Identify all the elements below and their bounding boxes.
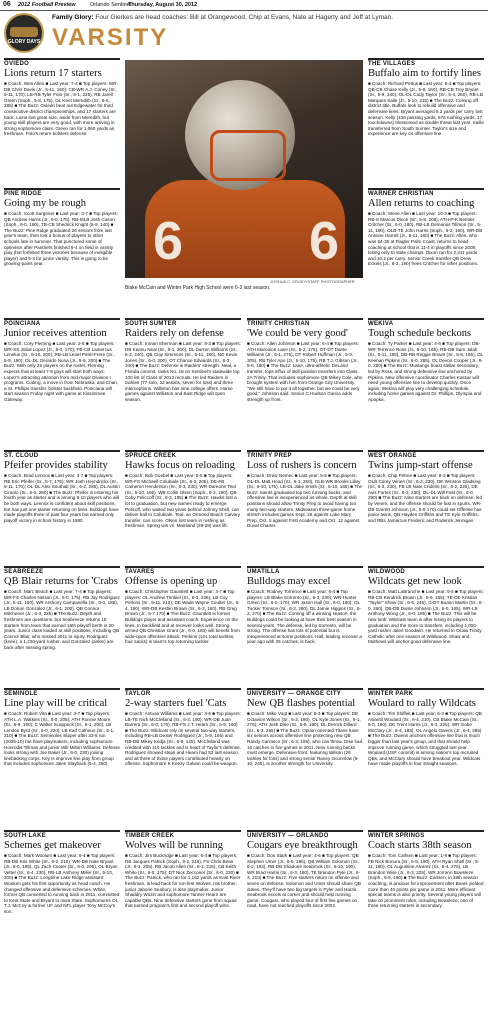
headline: QB Blair returns for 'Crabs [4, 576, 118, 587]
cell-tavares [125, 566, 241, 645]
cell-st-cloud [4, 450, 120, 523]
column-1 [4, 58, 120, 137]
headline: Tough schedule beckons [368, 328, 472, 339]
headline: Junior receives attention [4, 328, 107, 339]
story-oviedo [4, 58, 120, 137]
family-glory-note [52, 14, 393, 21]
headline: Schemes get makeover [4, 840, 101, 851]
story-body: ■ Coach: Drew Nemec ■ Last year: 5-5 ■ Top players: OL-DL Matt Hood (Sr., 6-1, 250), OLB-WR Brooks Lilley (Sr., 5-10, 175), LB-DL Jake Smith (Sr., 5-10, 165) ■ The Buzz: Saints graduated top two running backs, and offensive line is inexperienced as whole. Depth at skill positions should allow Trinity Prep to avoid having too many two-way starters. Midseason three-game home stretch includes games Sept. 28 against Lake Mary Prep, Oct. 5 against First Academy and Oct. 12 against Duval Charter. [247, 473, 363, 529]
headline: Allen returns to coaching [368, 198, 475, 209]
story-pine-ridge [4, 188, 120, 267]
headline: 2-way starters fuel 'Cats [125, 698, 227, 709]
team-name: WEKIVA [368, 318, 484, 327]
team-name: SEMINOLE [4, 688, 120, 697]
cell-warner-christian [368, 188, 484, 267]
cell-west-orange [368, 450, 484, 523]
team-name: ST. CLOUD [4, 450, 120, 459]
headline: Offense is opening up [125, 576, 218, 587]
paper-name: Orlando Sentinel [90, 2, 131, 8]
team-name: SOUTH LAKE [4, 830, 120, 839]
cell-south-lake [4, 830, 120, 915]
section-banner [0, 11, 488, 55]
issue-date: Thursday, August 30, 2012 [128, 2, 198, 8]
story-body: ■ Coach: Tom Carlsen ■ Last year: 1-9 ■ Top players: FB Nick Bonura (Sr., 5-9, 190), ATH Ryan Shell (Sr., 5-11, 180), OL Augustine Alvarez (Sr., 6-4, 275), LB Brandon Wise (Jr., 6-3, 225), WR Jorrann Bowsleze (Soph., 5-9, 160) ■ The Buzz: Carlsen, in 38th season coaching, is anxious for improvement after Bears yielded more than 40 points per game in 2011. More efficient special teams is also priority. Several young players will take on prominent roles, including Bowsleze, one of three returning starters in secondary. [368, 853, 484, 909]
column-1b [4, 188, 120, 267]
cell-the-villages [368, 58, 484, 137]
cell-trinity-prep [247, 450, 363, 529]
cell-winter-park [368, 688, 484, 767]
headline: Raiders rely on defense [125, 328, 224, 339]
cell-wekiva [368, 318, 484, 403]
cell-winter-springs [368, 830, 484, 909]
headline: New QB flashes potential [247, 698, 356, 709]
story-body: ■ Coach: Marc Beach ■ Last year: 7-4 ■ Top players: WR-FS Charles Nelson (Jr., 6-0, 175), RB Jay Rodriguez (Jr., 5-11, 180), WR Anthony Campanella (Sr., 6-0, 185), LB Dorian Gonzalez (Jr., 6-1, 200), QB Connor Mitchener (Jr., 6-3, 225) ■ The Buzz: Depth and freshmen are questions, but Seabreeze returns 18 starters from team that earned 16th playoff berth in 20 years. Junior class loaded at skill positions, including QB Connor Blair, who missed 2011 to injury. Rodriguez (knee), a 1,220-yard rusher, and Gonzalez (ankle) are back after missing spring. [4, 589, 120, 650]
headline: Wildcats get new look [368, 576, 462, 587]
cell-seabreeze [4, 566, 120, 651]
headline: Woulard to rally Wildcats [368, 698, 476, 709]
team-name: TRINITY CHRISTIAN [247, 318, 363, 327]
story-body: ■ Coach: Christopher Gauntlett ■ Last year: 3-7 ■ Top players: OL Andrew Trinkiel (Sr., 6-3, 235), LB Coy Perkins (Sr., 5-11, 210); DE Wade Wayne Coulter (Jr., 6-4, 190), WR-DB Keshin Brown (Sr., 6-2, 160), RB Greg Brown (Jr., 5-7 170) ■ The Buzz: Gauntlett is former Bulldogs player and assistant coach. Experience on the lines. In backfield and at receiver looks well. Strong-armed QB Christian Grant (Jr., 6-0, 180) will benefit from wide-open offensive attack. Perkins (121 total tackles, four sacks) is team's top returning tackler. [125, 589, 240, 645]
story-body: ■ Coach: Robert Vita ■ Last year: 3-7 ■ Top players: ATH L.A. Watkins (Sr., 6-0, 205); ATH Ronnie Moore (Sr., 5-9, 160); C Walter Scappeck (Sr., 6-1, 200); LB Lendon Byrd (Sr., 6-0, 220); LB Karl Calhoun (Sr., 6-1, 210) ■ The Buzz: Seminoles slipper after 33-8 run (2008-10) but have playmakers, including sophomore Honrodis Tillman and junior Will Milton Williams. Defense looks strong with Joe Baker (Jr., 6-0, 230) joining linebacking corps. Key is improve line play from group that includes sophomore Jalen Slayback (6-4, 250). [4, 711, 120, 767]
logo-text: GLORY DAYS [7, 39, 41, 45]
cell-umatilla [247, 566, 363, 645]
headline: Twins jump-start offense [368, 460, 473, 471]
jersey-number-left: 6 [153, 211, 184, 271]
story-body: ■ Coach: Inman Sherman ■ Last year: 8-3 ■ Top players: DB Keanu Neal (Sr., 6-1, 200), DL Darren Williams (Sr., 6-3, 240), QB Clay Simmons (Sr., 5-11, 180), NG Kevin Jones (Sr., 6-0, 300), OT Chance Edwards (Sr., 6-3, 340) ■ The Buzz: Defense is Raiders' strength. Neal, a Florida commit, ranks No. 18 on Sentinel's statewide top 100 list of Class of 2013 recruits. He led Raiders in tackles (77 solo, 22 assists, seven for loss) and three interceptions. Williston has nine college offers. Home games against Williston and East Ridge will open season. [125, 341, 241, 402]
cell-spruce-creek [125, 450, 241, 529]
headline: Pfeifer provides stability [4, 460, 108, 471]
headline: Buffalo aim to fortify lines [368, 68, 481, 79]
headline: Hawks focus on reloading [125, 460, 235, 471]
headline: Lions return 17 starters [4, 68, 102, 79]
photo-caption: Blake McCain and Winter Park High School were 6-3 last season. [125, 285, 271, 291]
story-body: ■ Coach: Wes Allen ■ Last year: 7-4 ■ Top players: WR-DB Chris Davis (Jr., 5-11, 160); CB-WR A.J. Coney (Sr., 5-11, 170); LB-RB Tyler Foto (Sr., 6-1, 225), RB Jarell Green (Soph., 5-8, 175), OL Kent Meredith (Sr., 6-5, 285) ■ The Buzz: Oviedo beat out Edgewater for third consecutive district championships, and 17 starters are back. Lions lost great size, aside from Meredith, but young skill players are very good, with more arriving in strong sophomore class. Green ran for 1,060 yards as freshman. Foto's return bolsters defense. [4, 81, 119, 137]
headline: Coach starts 38th season [368, 840, 472, 851]
headline: Bulldogs may excel [247, 576, 331, 587]
cell-trinity-christian [247, 318, 363, 403]
cell-university-orlando [247, 830, 363, 909]
team-name: TAVARES [125, 566, 241, 575]
story-body: ■ Coach: Rodney Torrence ■ Last year: 6-4 ■ Top players: LB Blake Sorrento (Sr., 6-3, 230); WR-Hunter Green (Sr., 6-0, 170); WR Jason Hall (Sr., 6-0, 180), OL Tucker Tomson (Sr., 6-2, 280), DL Jamie Higgins (Sr., 6-2, 270) ■ The Buzz: Coming off a winning season, the Bulldogs could be looking at have their best season in several years. The defense, led by Sorrento, will be strong. The offense has lots of potential but is inexperienced at some positions. Hall, leading receiver a year ago with 25 catches, is back. [247, 589, 362, 645]
team-name: WINTER PARK [368, 688, 484, 697]
story-body: ■ Coach: Scott Surgener ■ Last year: 3-7 ■ Top players: QB Andrew Harris (Jr., 6-0, 175), RB-MLB Josh Cason (Soph., 6-0, 160), TB-CB Shedrick Knight (5-9, 140) ■ The Buzz: Pine Ridge graduated 26 seniors from last year's team, then lost a bonus of players to other schools late in summer. That punctured some of optimism after Panthers finished 6-4 on field in varsity play (but forfeited three victories because of ineligible player) and 5-3 for junior varsity. This is going to be growing-pains year. [4, 211, 118, 267]
story-body: ■ Coach: Chip Petree ■ Last year: 8-3 ■ Top players: OLB Corey Venen (Sr., 6-2, 230), DE Winston Gladsing (Sr., 6-3, 230), FB LB Nate Cridenti (Sr., 6-2, 225), DE Avis Fortes (Sr., 6-2, 230), OL-DL Will Feld (Sr., 6-0, 290) ■ The Buzz: Nine starters are back on defense, led by Venen, and the offense should be fast in spurts. WR-DB Garrett Johnson (Jr., 5-9 170) could set Offense has junior twins, QB Hayden Griffiths and TE Kyle Griffiths, and RBs Jamarcus Frederic and Roderick Jennigan. [368, 473, 483, 523]
story-body: ■ Coach: Bob Goebel ■ Last year: 5-5 ■ Top players: WR-FS Michaell Colubiale (Sr., 6-3, 205), DE-FB Cameron Henderson (Sr., 6-3, 230), WR Dareone Teal (Sr., 5-10, 165), WB Collin Olsen (Soph., 6-2, 190), QB Coby Feliccoff (Sr., 6-3, 185) ■ The Buzz: Hawks lost a lot to graduation, but new names ready to emerge. Pelicoff, who waited two years behind Johnny Shell, can deliver ball to Colubiale. Teal, an Ormond Beach Calvary transfer, can score. Olsen lost team in rushing as freshman. Spring win vs. Mainland (29-28) was lift. [125, 473, 241, 529]
headline: Going my be rough [4, 198, 86, 209]
team-name: THE VILLAGES [368, 58, 484, 67]
team-name: TAYLOR [125, 688, 241, 697]
team-name: WILDWOOD [368, 566, 484, 575]
story-body: ■ Coach: Don Stark ■ Last year: 4-6 ■ Top players: QB Stephen Umer (Jr., 6-0, 185), QB William Solomon (Sr., 6-2, 193), RB-DB Shadone Seabrook (Sr., 5-10, 190), WR Brad Harris (Sr., 6-3, 160), TE Brandon Pyle (Jr., 6-3, 210) ■ The Buzz: Five starters return on offense and seven on defense. Solomon and Umer should share QB duties. They'll have two big targets in Pyler and Harris. Seabrook excels at corner and should help running game. Cougars, who played four of first five games on road, have not reached playoffs since 2003. [247, 853, 361, 909]
team-name: OVIEDO [4, 58, 120, 67]
story-body: ■ Coach: Allen Johnson ■ Last year: 6-4 ■ Top players: ATH Marouion Lane (Sr., 6-2, 175), OT-DT Dante Williams (Jr., 6-1, 275), DT Robert Huffman (Jr., 5-9, 305), RB Tyler Apo (Jr., 5-10, 175), RB T.J. Gibson (Jr., 5-8, 160) ■ The Buzz: Lane, ultra-athletic DeLand transfer, tops influx of skill-position transfers into Class 2A Trinity. That includes sophomore QB Mikey Cole, who brought system with him from Orange City University. "We still have to put it all together, but we could be very good," Johnson said. Senior C Hudson Garcia adds strength up front. [247, 341, 363, 402]
player-photo [125, 60, 363, 278]
story-body: ■ Coach: Jim Buckridge ■ Last year: 6-4 ■ Top players: RB Jacques Patrick (Soph., 6-2, 215); FS Chris Bean (Jr., 6-1, 205), RB Jacob Allen (Sr., 6-2, 215); CB Keith White (Sr., 6-0, 175); DT Nick Zecconer (Sr., 6-0, 230) ■ The Buzz: Patrick, who ran for 1,162 yards as East River freshman, is lead back for run-first Wolves. His brother, junior Jaborie Seabury, is also playmaker. Junior Shaddry Wozin and sophomore Tanner Hearn are capable QBs. Nine defensive starters gone from squad that earned program's first and second playoff wins. [125, 853, 241, 909]
story-body: ■ Coach: Brad Lennox ■ Last year: 3-7 ■ Top players: RB Eric Pfeifer (Sr., 5-7, 175); WR Josh Heyndrickx (Sr., 5-11, 170); OL-DL Alex Southall (Sr., 6-2, 285), DL Austin Ciraolo (Sr., 6-0, 280) ■ The Buzz: Pfeifer is entering his fourth year as starter and is among 8-10 players who will be both ways. Lennox is confident about skill positions, but has just one starter returning on lines. Bulldogs have made playoffs three of past four years but earned only playoff victory in school history in 1980. [4, 473, 120, 523]
headline: Loss of rushers is concern [247, 460, 357, 471]
team-name: SOUTH SUMTER [125, 318, 241, 327]
cell-taylor [125, 688, 241, 767]
headline: Line play will be critical [4, 698, 108, 709]
cell-wildwood [368, 566, 484, 645]
cell-south-sumter [125, 318, 241, 403]
team-name: UNIVERSITY — ORANGE CITY [247, 688, 363, 697]
story-body: ■ Coach: Matt LaBranche ■ Last year: 6-5 ■ Top players: RB-CB Kendrick Brown (Jr., 5-9, 155); TE-DE Kristian "Taylor" Shaw (Sr., 6-5, 245), G-DT Buann Martin (Sr., 6-0, 260), QB-DB Dante Johnson (Jr., 6-0, 165), WR-LB Anthony Wong (Jr., 6-0, 185) ■ The Buzz: This will be new look: Wildcats team is after losing its players to graduation and the more to transfers, including 1,000-yard rusher Jalen Goodwin. He returned to Ocala Trinity Catholic after one season at Wildwood. Shaw and Mathews will anchor good defensive line. [368, 589, 484, 645]
team-name: UNIVERSITY — ORLANDO [247, 830, 363, 839]
story-body: ■ Coach: Tim Shiffeit ■ Last year: 6-3 ■ Top players: QB Asiantil Woulard (Sr., 6-4, 210), CB Blake McCain (Sr., 6-0, 190), DE Trent Harris (Jr., 6-3, 225), WR Gabe McClary (Jr., 6-4, 185), OL Angelo Owens (Jr., 6-4, 285) ■ The Buzz: Owens anchors offensive line that is much bigger than last year's group, and that should help improve running game, which struggled last year. Woulard (USF commit) is among nation's top recruited QBs, and McClary should have breakout year. Wildcats have made playoffs in four straight seasons. [368, 711, 482, 767]
story-body: ■ Coach: Mike Vogt ■ Last year: 8-3 ■ Top players: DE Octavion Wilson (Sr., 6-2, 190), OL Kyle Jones (Sr., 6-1, 275); ATH Josh Dise (Sr., 5-9, 180), DL Derrick Dillard (Sr., 6-3, 265) ■ The Buzz: Option-oriented Titans have six seniors across offensive line protecting new QB Randy Carrasco (Sr., 6-3, 195), who can throw. Dise had 16 catches in five games in 2011. New running backs must emerge. Defensive front, featuring Wilson (26 tackles for loss) and strong senior Raney Oconnlow (5-10, 245), is another strength for University. [247, 711, 363, 767]
team-name: TRINITY PREP [247, 450, 363, 459]
story-body: ■ Coach: Ty Parker ■ Last year: 4-6 ■ Top players: DB-WR Terrence Ross (Jr., 5-10, 165), RB-DB Sam Jalah (Sr., 5-11, 185), DB-RB Reggie Brown (Sr., 5-8, 165), DL Keenan Pipkins (Sr., 6-0, 285), OL Devon Cooper (Jr., 6-0, 250) ■ The Buzz: Mustangs boast stellar secondary, led by Ross, and strong defensive line anchored by Pipkins. New offensive coordinator Charles Kassar will need young offensive line to develop quickly. Once again, Wekiva will play very challenging schedule, including home games against Dr. Phillips, Olympia and Apopka. [368, 341, 483, 402]
family-glory-label: Family Glory: [52, 14, 94, 21]
story-body: ■ Coach: Richard Pettus ■ Last year: 8-4 ■ Top players: QB-CB Chase Kelly (Jr., 5-8, 160), RB-CB Troy Bryant (Sr., 5-9, 140), OL-DL Cody Taylor (Sr., 6-4, 260), RB-LB Marques Saile (Jr., 5-10, 215) ■ The Buzz: Coming off district title, Buffalo look to rebuild offensive and defensive lines. Bryant averaged 9.2 yards per carry last season. Kelly (436 passing yards, 576 rushing yards, 17 touchdowns) blossomed as double threat last year. Saille transferred from South Sumter. Taylor's size and experience are key on offensive line. [368, 81, 484, 137]
team-name: SEABREEZE [4, 566, 120, 575]
cell-timber-creek [125, 830, 241, 909]
photo-credit: JOSHUA C. CRUEY/STAFF PHOTOGRAPHER [270, 279, 355, 284]
page-number: 06 [3, 1, 11, 8]
team-name: UMATILLA [247, 566, 363, 575]
team-name: WARNER CHRISTIAN [368, 188, 484, 197]
story-body: ■ Coach: Mark Woolum ■ Last year: 6-4 ■ Top players: RB-DB Kris White (Sr., 6-2, 210), WR-DB Nate Bryant (Jr., 6-0, 185), QL Zach Cooter (Sr., 6-0, 295), OL Bryan Vetter (Sr., 6-4, 230), RB-LB Anthony Miller (Sr., 5-10, 200) ■ The Buzz: Longtime Lake Ridge assistant Woolum gets his first opportunity as head coach. He changed offensive and defensive schemes. White, former QB converted to running back in 2011, committed to Kent State and Bryant to Iowa State. Sophomores OL T.J. McCoy & former UF and NFL player Tony McCoy's son. [4, 853, 120, 914]
team-name: SPRUCE CREEK [125, 450, 241, 459]
team-name: TIMBER CREEK [125, 830, 241, 839]
varsity-title: VARSITY [52, 24, 169, 51]
folio-bar [0, 0, 488, 11]
cell-university-orange-city [247, 688, 363, 767]
team-name: WINTER SPRINGS [368, 830, 484, 839]
story-body: ■ Coach: Cory Fleming ■ Last year: 2-8 ■ Top players: WR-SS Jobal Lopez (Jr., 6-0, 170); FB-CB Lamercus Lenelus (Sr., 5-10, 200); RB-LB Leoel Petrit-Frere (Sr., 5-9, 190); OL-DL Gerardo Nuna (Jr., 5-9, 200) ■ The Buzz: With only 25 players on the roster, Fleming expects that at least 7-8 guys will start both ways. Lopez's attracting attention from mid-major Division I programs. Coding, a move in from Nebraska, and Chan, a St. Phillips transfer, bolster backfield. Poinciana will start season Friday night with game at Kissimmee Gateway. [4, 341, 119, 402]
headline: 'We could be very good' [247, 328, 348, 339]
headline: Wolves will be running [125, 840, 224, 851]
team-name: PINE RIDGE [4, 188, 120, 197]
jersey-number-right: 6 [309, 211, 340, 271]
cell-seminole [4, 688, 120, 767]
headline: Cougars eye breakthrough [247, 840, 358, 851]
section-name: 2012 Football Preview [18, 2, 76, 8]
team-name: POINCIANA [4, 318, 120, 327]
story-body: ■ Coach: Steve Allen ■ Last year: 10-3 ■ Top players: RB-S Marcus Dixon (Sr., 5-8, 208); ATH-P-K Bentiss Critcher (Sr., 6-0, 180), RB-LB Demarius Tillmon (Sr., 5-11, 190), OLB-TE John Harris (Soph., 6-2, 190), WR-DB Antoine Harrell (Jr., 5-11, 160) ■ The Buzz: Allen, who was 54-35 at Flagler Palm Coast, returns to head coaching at school that is 11-4 in playoffs since 2008, losing only to state champs. Dixon ran for 2,211 yards and 10.2 per carry. Senior Creek transfer QB Drew Eckels (Jr., 6-2, 190) frees Critcher for other positions. [368, 211, 483, 267]
family-glory-text: Four Gierkes are head coaches: Bill at Orangewood, Chip at Evans, Nate at Hagerty and Jeff at Lyman. [95, 14, 394, 21]
story-body: ■ Coach: Antuan Williams ■ Last year: 3-6 ■ Top players: LB-TE Nick McClelland (Sr., 6-3, 190), WR-DB Juan Barrera (Sr., 6-0, 170), RB-FS J.T. Hearn (Sr., 5-9, 160) ■ The Buzz: Wildcats rely on several two-way starters, including RB-LB Dexter Rodriguez (Jr., 5-9, 165) and RB-DB Mikey Kodja (Sr., 5-9, 145). McClelland was credited with 110 tackles and is heart of Taylor's defense. Rodriguez showed steps and Hearn had 53 last season, and all three of those players contributed heavily on offense. Sophomore K Keezy Galvan could be weapon. [125, 711, 241, 767]
team-name: WEST ORANGE [368, 450, 484, 459]
cell-poinciana [4, 318, 120, 403]
glory-days-logo [4, 13, 44, 53]
